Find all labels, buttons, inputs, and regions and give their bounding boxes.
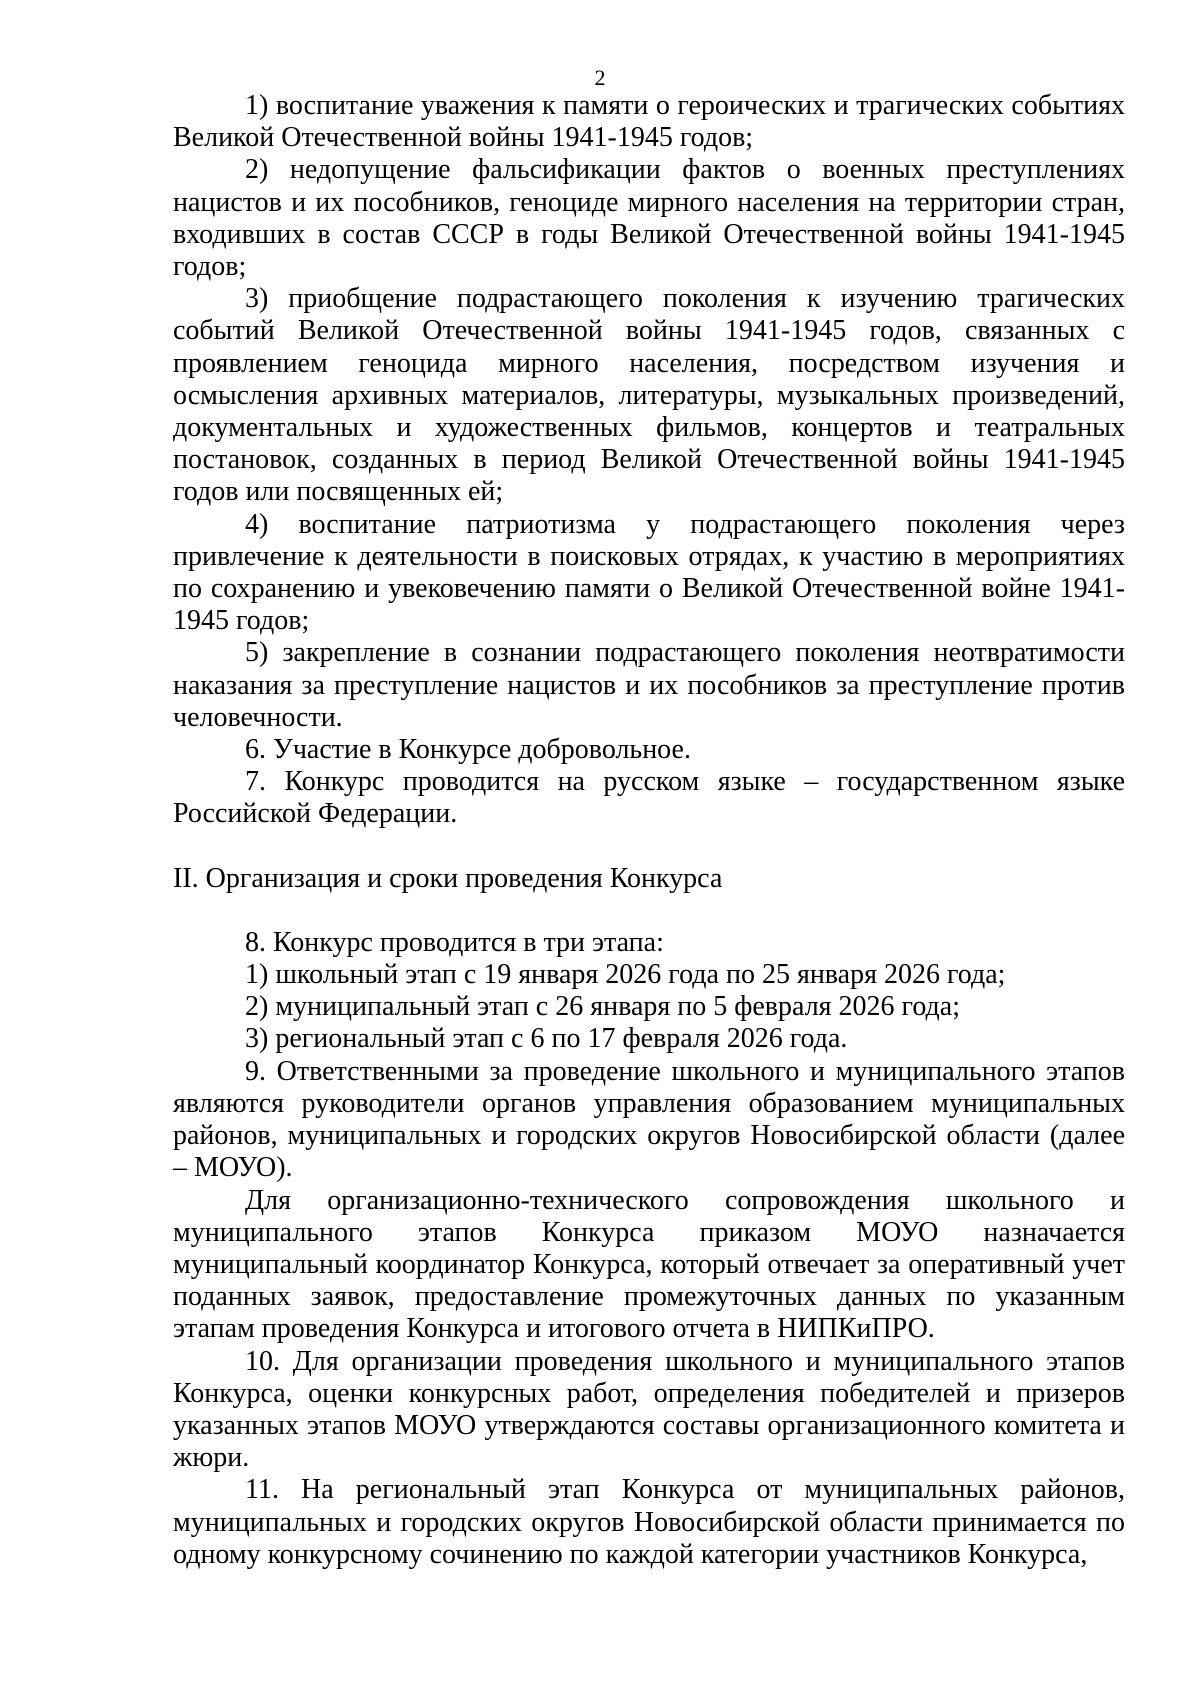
clause-10: 10. Для организации проведения школьного и муниципального этапов Конкурса, оценки конкурсных работ, определения победителей и призеров указанных этапов МОУО утверждаются составы организационного комитета и жюри. <box>173 1345 1125 1474</box>
goal-item-5: 5) закрепление в сознании подрастающего поколения неотвратимости наказания за преступление нацистов и их пособников за преступление против человечности. <box>173 637 1125 733</box>
coordinator-paragraph: Для организационно-технического сопровождения школьного и муниципального этапов Конкурса приказом МОУО назначается муниципальный координатор Конкурса, который отвечает за оперативный учет поданных заявок, предоставление промежуточных данных по указанным этапам проведения Конкурса и итогового отчета в НИПКиПРО. <box>173 1184 1125 1345</box>
page-number: 2 <box>594 65 606 90</box>
document-body <box>173 90 1125 1571</box>
goal-item-3: 3) приобщение подрастающего поколения к изучению трагических событий Великой Отечественной войны 1941-1945 годов, связанных с проявлением геноцида мирного населения, посредством изучения и осмысления архивных материалов, литературы, музыкальных произведений, документальных и художественных фильмов, концертов и театральных постановок, созданных в период Великой Отечественной войны 1941-1945 годов или посвященных ей; <box>173 283 1125 508</box>
stage-municipal: 2) муниципальный этап с 26 января по 5 февраля 2026 года; <box>245 991 960 1023</box>
section-heading: II. Организация и сроки проведения Конкурса <box>173 862 723 894</box>
stage-school: 1) школьный этап с 19 января 2026 года по 25 января 2026 года; <box>245 959 1006 991</box>
clause-9: 9. Ответственными за проведение школьного и муниципального этапов являются руководители органов управления образованием муниципальных районов, муниципальных и городских округов Новосибирской области (далее – МОУО). <box>173 1055 1125 1184</box>
clause-6: 6. Участие в Конкурсе добровольное. <box>245 734 691 766</box>
goal-item-4: 4) воспитание патриотизма у подрастающего поколения через привлечение к деятельности в поисковых отрядах, к участию в мероприятиях по сохранению и увековечению памяти о Великой Отечественной войне 1941-1945 годов; <box>173 508 1125 637</box>
clause-8: 8. Конкурс проводится в три этапа: <box>245 926 664 958</box>
stage-regional: 3) региональный этап с 6 по 17 февраля 2026 года. <box>245 1023 848 1055</box>
clause-11: 11. На региональный этап Конкурса от муниципальных районов, муниципальных и городских округов Новосибирской области принимается по одному конкурсному сочинению по каждой категории участников Конкурса, <box>173 1474 1125 1570</box>
clause-7: 7. Конкурс проводится на русском языке – государственном языке Российской Федерации. <box>173 766 1125 830</box>
goal-item-1: 1) воспитание уважения к памяти о героических и трагических событиях Великой Отечественной войны 1941-1945 годов; <box>173 90 1125 154</box>
goal-item-2: 2) недопущение фальсификации фактов о военных преступлениях нацистов и их пособников, геноциде мирного населения на территории стран, входивших в состав СССР в годы Великой Отечественной войны 1941-1945 годов; <box>173 154 1125 283</box>
